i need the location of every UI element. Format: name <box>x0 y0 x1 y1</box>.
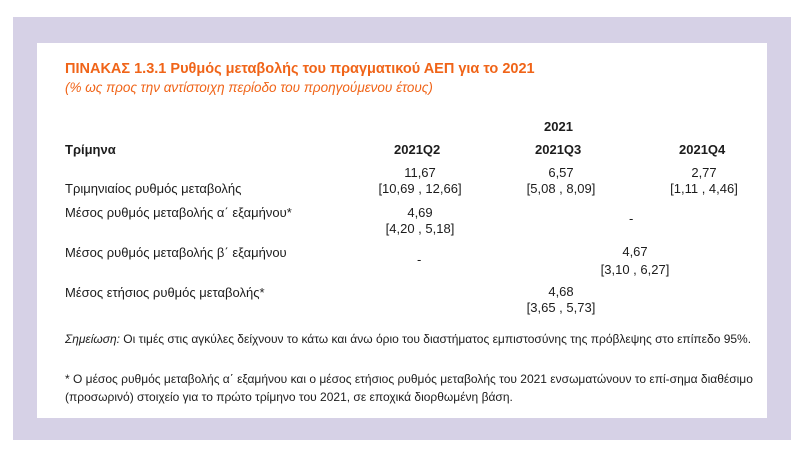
column-header-q3: 2021Q3 <box>535 142 582 157</box>
q4-value: 2,77 <box>691 165 717 180</box>
row-label-h1: Μέσος ρυθμός μεταβολής α΄ εξαμήνου* <box>65 205 292 220</box>
h1-empty-cell: - <box>629 211 634 226</box>
h1-interval: [4,20 , 5,18] <box>385 221 455 236</box>
annual-interval: [3,65 , 5,73] <box>526 300 596 315</box>
table-title: ΠΙΝΑΚΑΣ 1.3.1 Ρυθμός μεταβολής του πραγματικού ΑΕΠ για το 2021 <box>65 61 535 77</box>
q2-value: 11,67 <box>404 165 436 180</box>
column-header-q4: 2021Q4 <box>679 142 726 157</box>
h1-value: 4,69 <box>407 205 433 220</box>
q3-interval: [5,08 , 8,09] <box>526 181 596 196</box>
row-header: Τρίμηνα <box>65 142 116 157</box>
q2-interval: [10,69 , 12,66] <box>378 181 462 196</box>
q3-value: 6,57 <box>548 165 574 180</box>
year-header: 2021 <box>544 119 573 134</box>
h2-interval: [3,10 , 6,27] <box>600 262 670 277</box>
note-text: Οι τιμές στις αγκύλες δείχνουν το κάτω και άνω όριο του διαστήματος εμπιστοσύνης της πρόβλεψης στο επίπεδο 95%. <box>119 332 752 346</box>
row-label-quarterly: Τριμηνιαίος ρυθμός μεταβολής <box>65 181 242 196</box>
confidence-note <box>65 330 755 348</box>
h2-empty-cell: - <box>417 252 422 267</box>
footnote: * Ο μέσος ρυθμός μεταβολής α΄ εξαμήνου και ο μέσος ετήσιος ρυθμός μεταβολής του 2021 ενσωματώνουν το επί-σημα διαθέσιμο (προσωρινό) στοιχείο για το πρώτο τρίμηνο του 2021, σε εποχικά διορθωμένη βάση. <box>65 372 753 404</box>
note-label: Σημείωση: <box>65 332 120 346</box>
annual-value: 4,68 <box>548 284 574 299</box>
column-header-q2: 2021Q2 <box>394 142 441 157</box>
row-label-annual: Μέσος ετήσιος ρυθμός μεταβολής* <box>65 285 265 300</box>
q4-interval: [1,11 , 4,46] <box>670 181 738 196</box>
h2-value: 4,67 <box>622 244 648 259</box>
table-subtitle: (% ως προς την αντίστοιχη περίοδο του προηγούμενου έτους) <box>65 80 433 95</box>
row-label-h2: Μέσος ρυθμός μεταβολής β΄ εξαμήνου <box>65 245 287 260</box>
